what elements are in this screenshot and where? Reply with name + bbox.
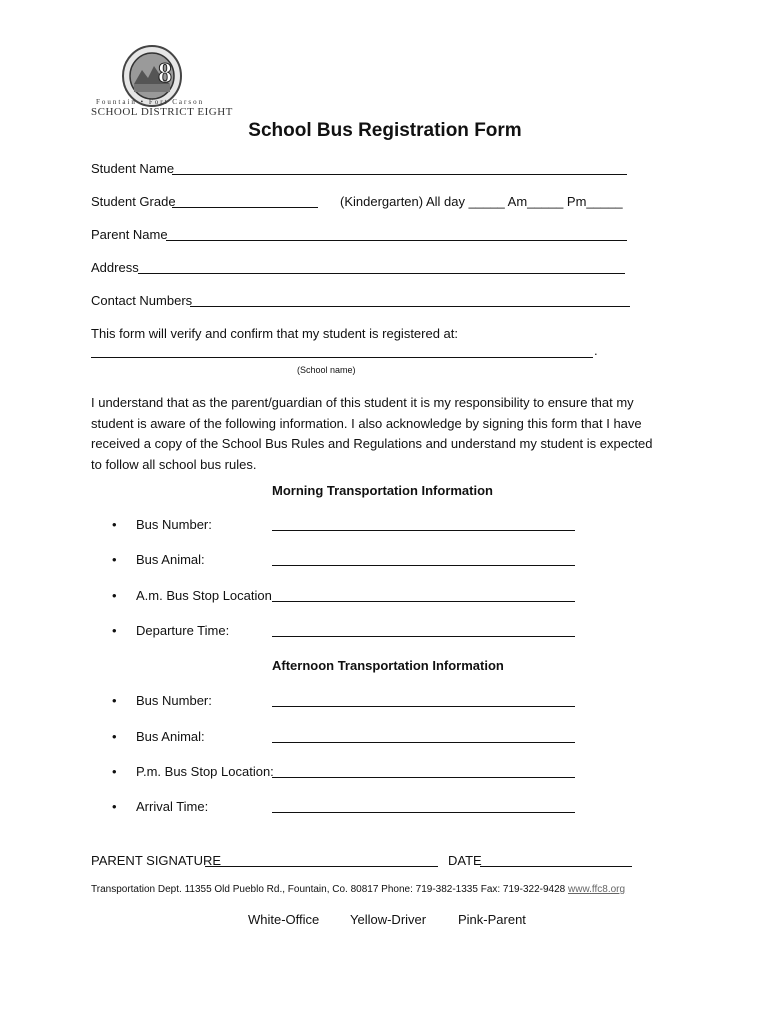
student-grade-label: Student Grade bbox=[91, 194, 176, 209]
morning-heading: Morning Transportation Information bbox=[272, 483, 493, 498]
address-label: Address bbox=[91, 260, 139, 275]
pm-bus-stop-field[interactable] bbox=[272, 777, 575, 778]
parent-name-label: Parent Name bbox=[91, 227, 168, 242]
school-name-note: (School name) bbox=[297, 365, 356, 375]
logo-line2: SCHOOL DISTRICT EIGHT bbox=[91, 106, 233, 118]
student-name-field[interactable] bbox=[172, 174, 627, 175]
morning-bus-number-label: • Bus Number: bbox=[136, 517, 212, 532]
footer-contact bbox=[91, 884, 625, 895]
afternoon-heading: Afternoon Transportation Information bbox=[272, 658, 504, 673]
afternoon-bus-animal-field[interactable] bbox=[272, 742, 575, 743]
address-field[interactable] bbox=[138, 273, 625, 274]
copy-pink-parent: Pink-Parent bbox=[458, 912, 526, 927]
parent-name-field[interactable] bbox=[166, 240, 627, 241]
arrival-time-field[interactable] bbox=[272, 812, 575, 813]
afternoon-bus-number-field[interactable] bbox=[272, 706, 575, 707]
am-bus-stop-field[interactable] bbox=[272, 601, 575, 602]
school-name-field[interactable] bbox=[91, 357, 593, 358]
parent-signature-label: PARENT SIGNATURE bbox=[91, 853, 222, 868]
student-name-label: Student Name bbox=[91, 161, 175, 176]
footer-text: Transportation Dept. 11355 Old Pueblo Rd., Fountain, Co. 80817 Phone: 719-382-1335 Fax: 719-322-9428 bbox=[91, 884, 568, 895]
arrival-time-label: • Arrival Time: bbox=[136, 799, 208, 814]
morning-bus-number-field[interactable] bbox=[272, 530, 575, 531]
school-name-period: . bbox=[594, 343, 598, 358]
svg-text:8: 8 bbox=[158, 58, 172, 89]
contact-numbers-label: Contact Numbers bbox=[91, 293, 193, 308]
kindergarten-options[interactable]: (Kindergarten) All day _____ Am_____ Pm_____ bbox=[340, 194, 623, 209]
morning-bus-animal-field[interactable] bbox=[272, 565, 575, 566]
am-bus-stop-label: • A.m. Bus Stop Location bbox=[136, 588, 272, 603]
website-link[interactable]: www.ffc8.org bbox=[568, 884, 626, 895]
student-grade-field[interactable] bbox=[172, 207, 318, 208]
afternoon-bus-number-label: • Bus Number: bbox=[136, 693, 212, 708]
departure-time-label: • Departure Time: bbox=[136, 623, 229, 638]
form-title: School Bus Registration Form bbox=[248, 120, 522, 141]
pm-bus-stop-label: • P.m. Bus Stop Location: bbox=[136, 764, 274, 779]
copy-white-office: White-Office bbox=[248, 912, 320, 927]
acknowledgement-paragraph: I understand that as the parent/guardian of this student it is my responsibility to ensure that my student is aware of the following information. I also acknowledge by signing this form that I have received a copy of the School Bus Rules and Regulations and understand my student is expected to follow all school bus rules. bbox=[91, 395, 653, 472]
afternoon-bus-animal-label: • Bus Animal: bbox=[136, 729, 205, 744]
contact-numbers-field[interactable] bbox=[190, 306, 630, 307]
morning-bus-animal-label: • Bus Animal: bbox=[136, 552, 205, 567]
logo-line1: Fountain • Fort Carson bbox=[96, 98, 205, 106]
departure-time-field[interactable] bbox=[272, 636, 575, 637]
date-label: DATE bbox=[448, 853, 482, 868]
verify-text: This form will verify and confirm that my student is registered at: bbox=[91, 326, 459, 341]
parent-signature-field[interactable] bbox=[205, 866, 438, 867]
date-field[interactable] bbox=[480, 866, 632, 867]
copy-yellow-driver: Yellow-Driver bbox=[350, 912, 427, 927]
